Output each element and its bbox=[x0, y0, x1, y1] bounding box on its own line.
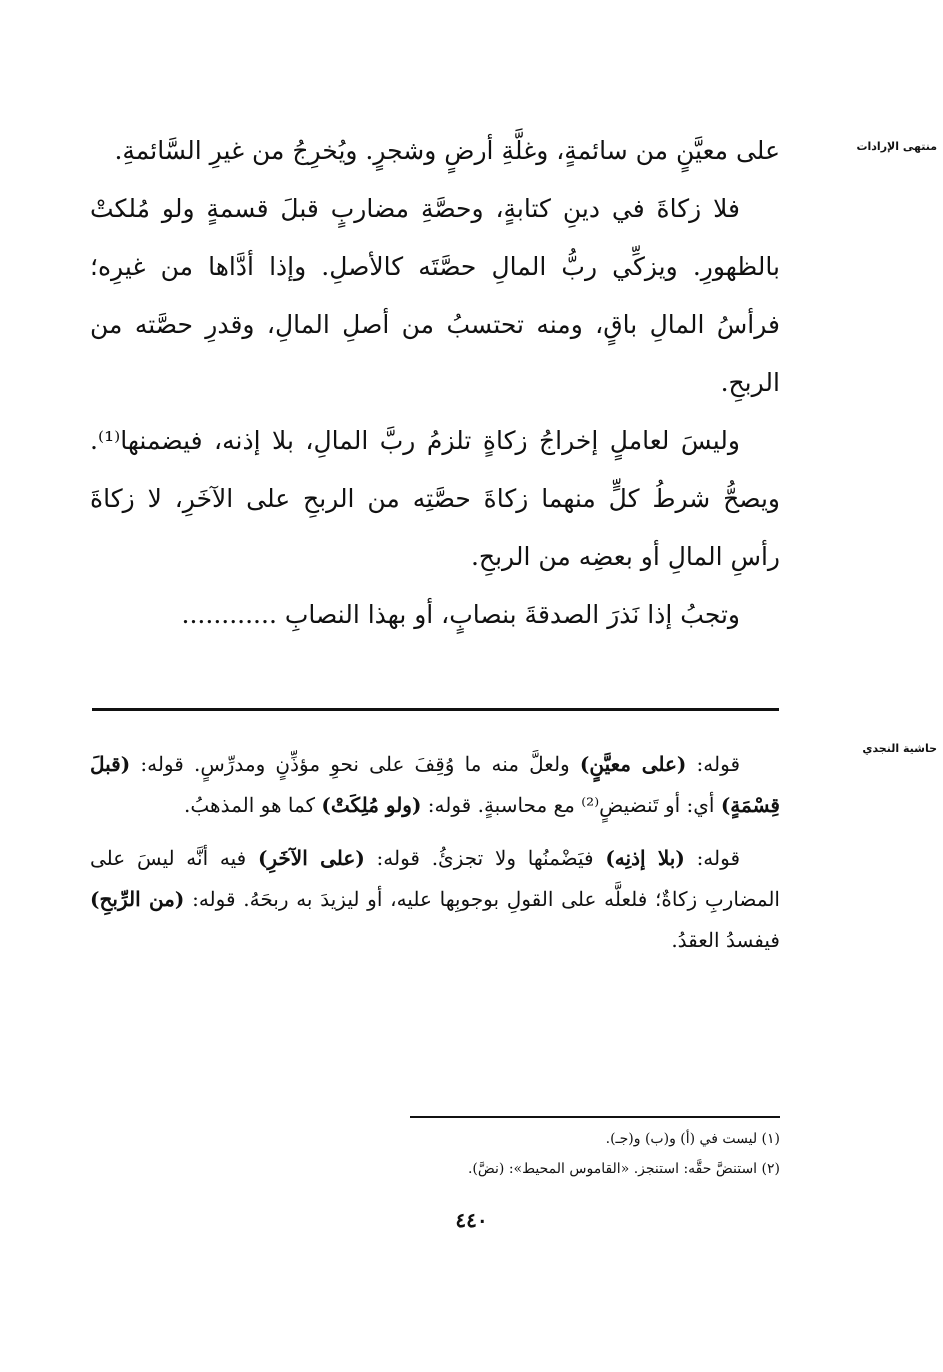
main-text-block bbox=[90, 122, 780, 644]
commentary-paragraph: قوله: (بلا إذنِه) فيَضْمنُها ولا تجزئُ. قوله: (على الآخَرِ) فيه أنَّه ليسَ على المضاربِ زكاةٌ؛ فلعلَّه على القولِ بوجوبِها عليه، أو ليزيدَ به ربحَهُ. قوله: (من الرِّبحِ) فيفسدُ العقدُ. bbox=[90, 846, 780, 952]
footnote-2: (٢) استنضَّ حقَّه: استنجز. «القاموس المحيط»: (نضَّ). bbox=[467, 1161, 780, 1177]
main-paragraph: وليسَ لعاملٍ إخراجُ زكاةٍ تلزمُ ربَّ المالِ، بلا إذنه، فيضمنها⁽¹⁾. ويصحُّ شرطُ كلٍّ منهما زكاةَ حصَّتِه من الربحِ على الآخَرِ، لا زكاةَ رأسِ المالِ أو بعضِه من الربحِ. bbox=[90, 426, 780, 571]
main-paragraph: فلا زكاةَ في دينِ كتابةٍ، وحصَّةِ مضاربٍ قبلَ قسمةٍ ولو مُلكتْ بالظهورِ. ويزكِّي ربُّ المالِ حصَّتَه كالأصلِ. وإذا أدَّاها من غيرِه؛ فرأسُ المالِ باقٍ، ومنه تحتسبُ من أصلِ المالِ، وقدرِ حصَّته من الربحِ. bbox=[90, 194, 780, 397]
quoted-term: (ولو مُلِكَتْ) bbox=[321, 793, 422, 817]
section-divider bbox=[92, 708, 779, 711]
footnotes bbox=[300, 1124, 780, 1184]
side-label-muntaha: منتهى الإرادات bbox=[856, 140, 937, 153]
commentary-paragraph: قوله: (على معيَّنٍ) ولعلَّ منه ما وُقِفَ على نحوِ مؤذِّنٍ ومدرِّسٍ. قوله: (قبلَ قِسْمَةٍ) أي: أو تَنضيضٍ⁽²⁾ مع محاسبةٍ. قوله: (ولو مُلِكَتْ) كما هو المذهبُ. bbox=[90, 752, 780, 817]
quoted-term: (بلا إذنِه) bbox=[605, 846, 685, 870]
quoted-term: (على الآخَرِ) bbox=[257, 846, 365, 870]
side-label-hashiya: حاشية النجدي bbox=[862, 742, 937, 755]
page-number: ٤٤٠ bbox=[455, 1208, 488, 1232]
footnote-divider bbox=[410, 1116, 780, 1118]
quoted-term: (على معيَّنٍ) bbox=[579, 752, 687, 776]
quoted-term: (من الرِّبحِ) bbox=[90, 887, 185, 911]
quoted-term: (قبلَ قِسْمَةٍ) bbox=[90, 752, 780, 817]
main-paragraph: وتجبُ إذا نَذرَ الصدقةَ بنصابٍ، أو بهذا النصابِ ............ bbox=[181, 600, 740, 629]
commentary-text-block bbox=[90, 744, 780, 961]
footnote-1: (١) ليست في (أ) و(ب) و(جـ). bbox=[605, 1131, 780, 1147]
main-paragraph: على معيَّنٍ من سائمةٍ، وغلَّةِ أرضٍ وشجرٍ. ويُخرِجُ من غيرِ السَّائمةِ. bbox=[114, 136, 780, 165]
